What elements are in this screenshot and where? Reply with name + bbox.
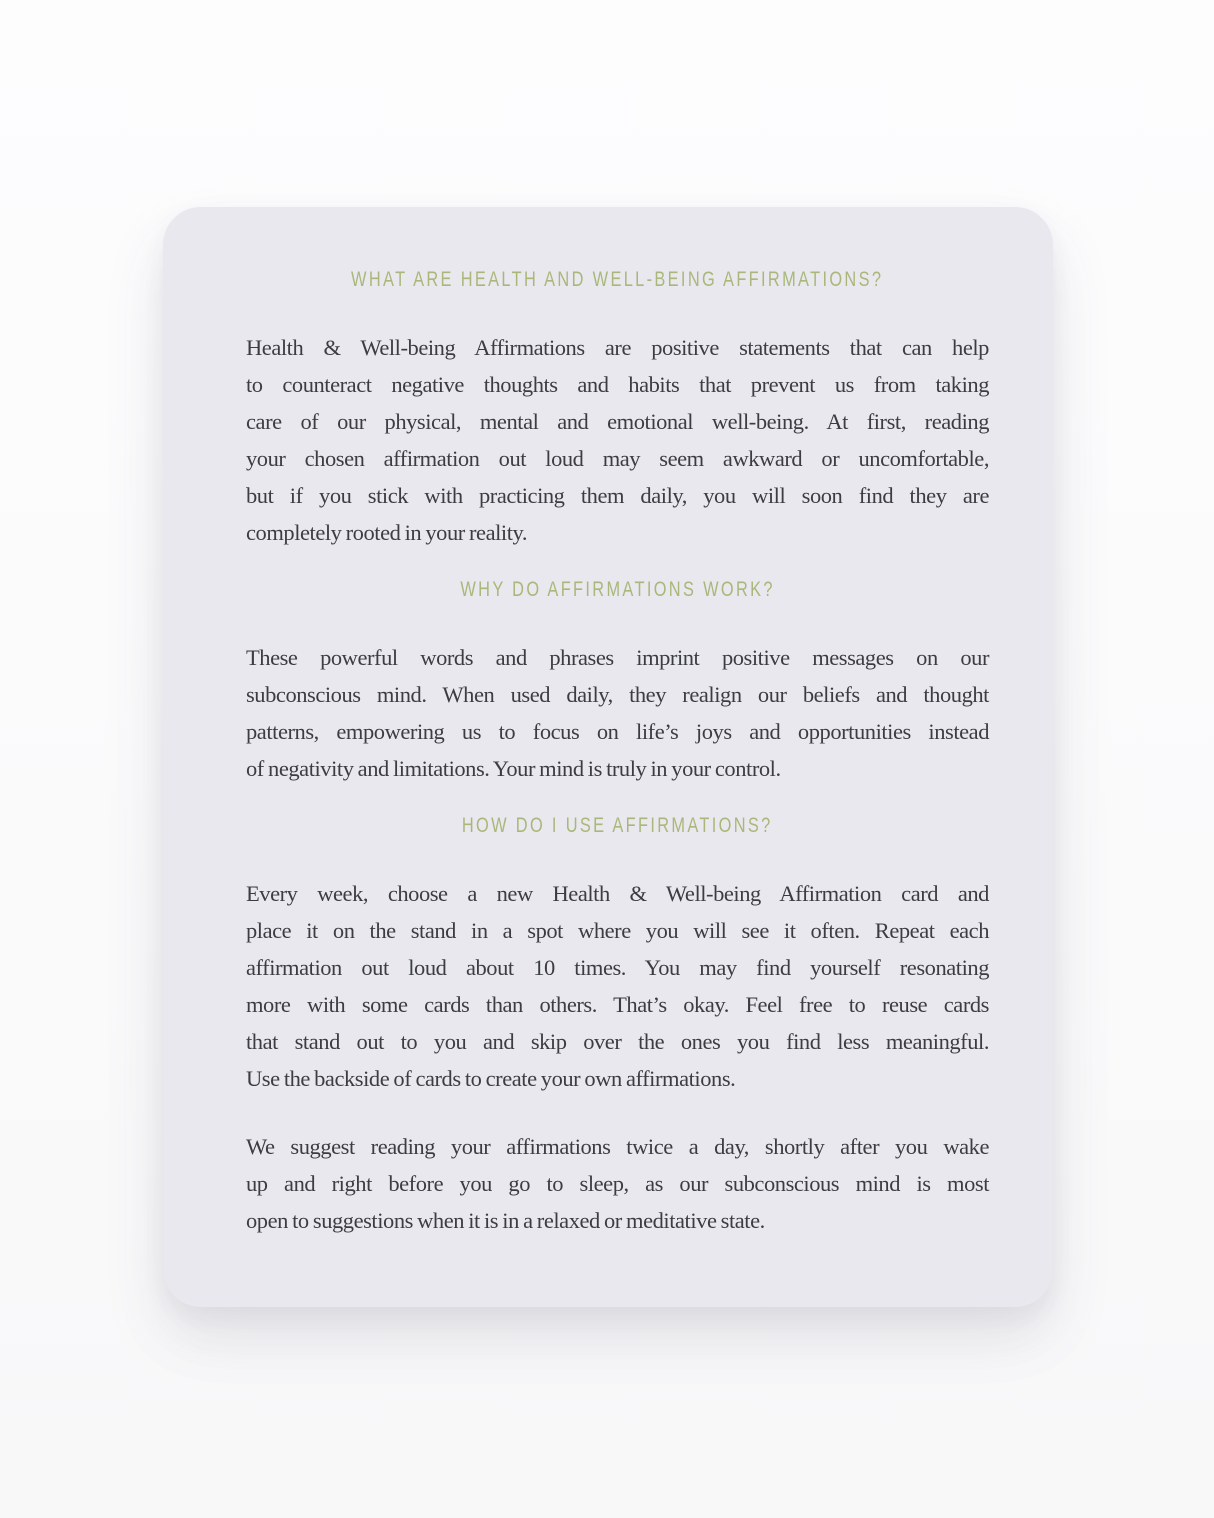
text-line: but if you stick with practicing them daily, you will soon find they are bbox=[246, 483, 989, 508]
text-line: We suggest reading your affirmations twice a day, shortly after you wake bbox=[246, 1134, 989, 1159]
text-line: your chosen affirmation out loud may seem awkward or uncomfortable, bbox=[246, 446, 989, 471]
section-heading-text: WHAT ARE HEALTH AND WELL-BEING AFFIRMATIONS? bbox=[351, 268, 884, 291]
paragraph bbox=[246, 1128, 989, 1239]
text-line: place it on the stand in a spot where you will see it often. Repeat each bbox=[246, 918, 989, 943]
text-line: Use the backside of cards to create your own affirmations. bbox=[246, 1066, 736, 1091]
text-line: These powerful words and phrases imprint positive messages on our bbox=[246, 645, 989, 670]
section-how-to-use-affirmations bbox=[246, 815, 989, 1239]
section-what-are-affirmations bbox=[246, 269, 989, 551]
section-heading-text: WHY DO AFFIRMATIONS WORK? bbox=[460, 578, 775, 601]
text-line: Health & Well-being Affirmations are positive statements that can help bbox=[246, 335, 989, 360]
text-line: subconscious mind. When used daily, they realign our beliefs and thought bbox=[246, 682, 989, 707]
instruction-card bbox=[163, 207, 1053, 1307]
section-heading bbox=[246, 579, 989, 601]
text-line: up and right before you go to sleep, as our subconscious mind is most bbox=[246, 1171, 989, 1196]
paragraph bbox=[246, 329, 989, 551]
text-line: patterns, empowering us to focus on life’s joys and opportunities instead bbox=[246, 719, 989, 744]
text-line: of negativity and limitations. Your mind is truly in your control. bbox=[246, 756, 781, 781]
section-why-affirmations-work bbox=[246, 579, 989, 787]
text-line: affirmation out loud about 10 times. You may find yourself resonating bbox=[246, 955, 989, 980]
text-line: more with some cards than others. That’s okay. Feel free to reuse cards bbox=[246, 992, 989, 1017]
card-content bbox=[163, 207, 1053, 1239]
text-line: open to suggestions when it is in a relaxed or meditative state. bbox=[246, 1208, 765, 1233]
text-line: to counteract negative thoughts and habits that prevent us from taking bbox=[246, 372, 989, 397]
section-heading bbox=[246, 815, 989, 837]
text-line: care of our physical, mental and emotional well-being. At first, reading bbox=[246, 409, 989, 434]
section-heading-text: HOW DO I USE AFFIRMATIONS? bbox=[462, 814, 773, 837]
section-heading bbox=[246, 269, 989, 291]
text-line: Every week, choose a new Health & Well-being Affirmation card and bbox=[246, 881, 989, 906]
text-line: that stand out to you and skip over the ones you find less meaningful. bbox=[246, 1029, 989, 1054]
paragraph bbox=[246, 875, 989, 1097]
text-line: completely rooted in your reality. bbox=[246, 520, 528, 545]
paragraph bbox=[246, 639, 989, 787]
